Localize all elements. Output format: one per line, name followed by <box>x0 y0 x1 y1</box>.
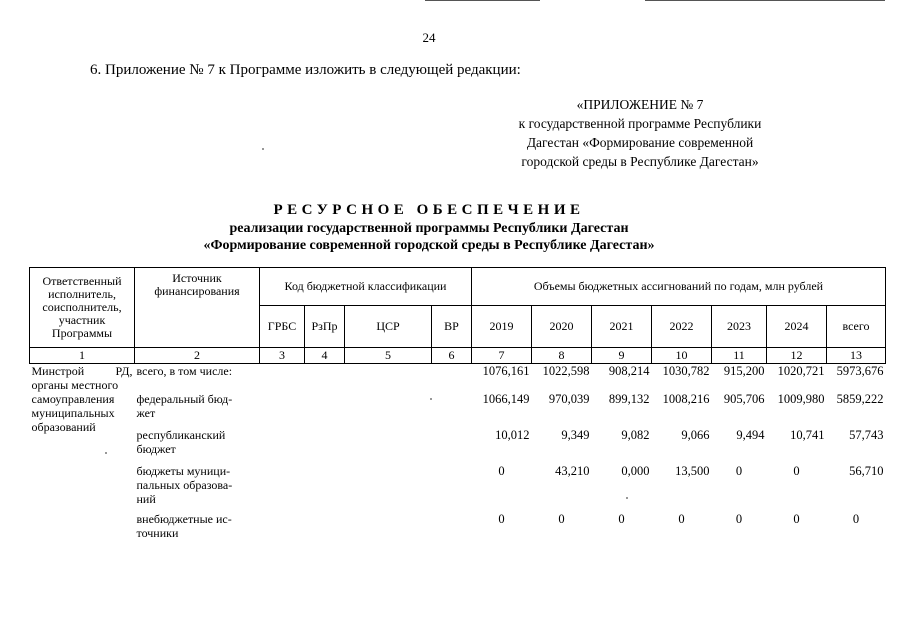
header-year-2023: 2023 <box>712 306 767 348</box>
header-year-2024: 2024 <box>767 306 827 348</box>
source-cell <box>135 392 260 428</box>
value-cell: 1030,782 <box>662 364 710 378</box>
source-line: жет <box>136 405 156 420</box>
source-line: бюджет <box>136 441 176 456</box>
column-number: 3 <box>260 348 305 364</box>
responsible-line: образований <box>31 420 96 434</box>
value-cell: 56,710 <box>849 463 884 478</box>
responsible-line: самоуправления <box>31 392 115 406</box>
scan-speck <box>105 452 107 454</box>
source-line: бюджеты муници- <box>136 463 231 478</box>
value-cell: 5859,222 <box>836 391 884 406</box>
value-cell: 1022,598 <box>542 364 590 378</box>
column-number: 13 <box>827 348 886 364</box>
value-cell: 899,132 <box>608 391 650 406</box>
responsible-word: РД, <box>115 364 133 378</box>
value-cell: 905,706 <box>723 391 765 406</box>
value-cell: 10,012 <box>495 427 530 442</box>
header-csr: ЦСР <box>345 306 432 348</box>
column-number: 4 <box>305 348 345 364</box>
value-cell: 1008,216 <box>662 391 710 406</box>
table-row <box>30 364 886 392</box>
header-year-2019: 2019 <box>472 306 532 348</box>
column-number: 1 <box>30 348 135 364</box>
column-number: 8 <box>532 348 592 364</box>
header-responsible: Ответственный исполнитель, соисполнитель, участник Программы <box>30 268 135 348</box>
header-year-2020: 2020 <box>532 306 592 348</box>
column-number: 11 <box>712 348 767 364</box>
source-line: внебюджетные ис- <box>136 511 232 526</box>
value-cell: 0 <box>498 463 505 478</box>
value-cell: 0 <box>793 463 800 478</box>
value-cell: 13,500 <box>675 463 710 478</box>
column-number: 12 <box>767 348 827 364</box>
title-line-2: реализации государственной программы Республики Дагестан <box>229 221 629 236</box>
scan-edge-line <box>425 0 540 1</box>
header-total: всего <box>827 306 886 348</box>
document-title <box>0 202 858 254</box>
value-cell: 1009,980 <box>777 391 825 406</box>
resource-table <box>29 267 886 546</box>
source-line: пальных образова- <box>136 477 233 492</box>
source-line: ний <box>136 491 156 506</box>
value-cell: 0 <box>558 511 565 526</box>
value-cell: 9,349 <box>561 427 590 442</box>
value-cell: 1066,149 <box>482 391 530 406</box>
source-cell: всего, в том числе: <box>136 364 233 378</box>
source-line: точники <box>136 525 179 540</box>
header-grbs: ГРБС <box>260 306 305 348</box>
intro-paragraph: 6. Приложение № 7 к Программе изложить в следующей редакции: <box>90 62 521 78</box>
source-line: федеральный бюд- <box>136 391 233 406</box>
column-number: 10 <box>652 348 712 364</box>
value-cell: 0 <box>735 463 743 478</box>
responsible-cell <box>30 364 135 546</box>
header-year-2021: 2021 <box>592 306 652 348</box>
value-cell: 1020,721 <box>777 364 825 378</box>
appendix-line: к государственной программе Республики <box>518 116 762 131</box>
header-source: Источник финансирования <box>135 268 260 348</box>
responsible-word: Минстрой <box>31 364 85 378</box>
title-line-1: РЕСУРСНОЕ ОБЕСПЕЧЕНИЕ <box>273 202 585 218</box>
header-rzpr: РзПр <box>305 306 345 348</box>
appendix-line: Дагестан «Формирование современной <box>526 135 754 150</box>
source-line: республиканский <box>136 427 226 442</box>
table-row <box>30 512 886 546</box>
value-cell: 970,039 <box>548 391 590 406</box>
title-line-3: «Формирование современной городской среды в Республике Дагестан» <box>203 238 655 253</box>
header-budget-code: Код бюджетной классификации <box>260 268 472 306</box>
value-cell: 915,200 <box>723 364 765 378</box>
value-cell: 0 <box>735 511 743 526</box>
value-cell: 9,066 <box>681 427 710 442</box>
value-cell: 0 <box>793 511 800 526</box>
column-number: 6 <box>432 348 472 364</box>
value-cell: 0 <box>678 511 685 526</box>
value-cell: 1076,161 <box>482 364 530 378</box>
scan-speck <box>262 148 264 150</box>
header-volumes: Объемы бюджетных ассигнований по годам, млн рублей <box>472 268 886 306</box>
column-number: 2 <box>135 348 260 364</box>
value-cell: 9,494 <box>736 427 765 442</box>
scan-speck <box>626 497 628 499</box>
source-cell <box>135 428 260 464</box>
column-number: 5 <box>345 348 432 364</box>
value-cell: 0 <box>498 511 505 526</box>
value-cell: 0 <box>852 511 860 526</box>
appendix-line: городской среды в Республике Дагестан» <box>521 154 759 169</box>
responsible-line: органы местного <box>31 378 119 392</box>
value-cell: 43,210 <box>555 463 590 478</box>
table-row <box>30 464 886 512</box>
source-cell <box>135 512 260 546</box>
header-vr: ВР <box>432 306 472 348</box>
responsible-line: муниципальных <box>31 406 115 420</box>
value-cell: 908,214 <box>608 364 650 378</box>
scan-speck <box>430 398 432 400</box>
appendix-header <box>470 95 810 171</box>
column-number: 7 <box>472 348 532 364</box>
value-cell: 5973,676 <box>836 364 884 378</box>
page-number: 24 <box>422 30 436 45</box>
source-cell <box>135 464 260 512</box>
value-cell: 0 <box>618 511 625 526</box>
appendix-line: «ПРИЛОЖЕНИЕ № 7 <box>576 97 704 112</box>
table-row <box>30 392 886 428</box>
value-cell: 57,743 <box>849 427 884 442</box>
responsible-line-1 <box>32 364 133 378</box>
column-number: 9 <box>592 348 652 364</box>
value-cell: 10,741 <box>790 427 825 442</box>
scan-edge-line <box>645 0 885 1</box>
table-row <box>30 428 886 464</box>
value-cell: 0,000 <box>621 463 650 478</box>
header-year-2022: 2022 <box>652 306 712 348</box>
value-cell: 9,082 <box>621 427 650 442</box>
